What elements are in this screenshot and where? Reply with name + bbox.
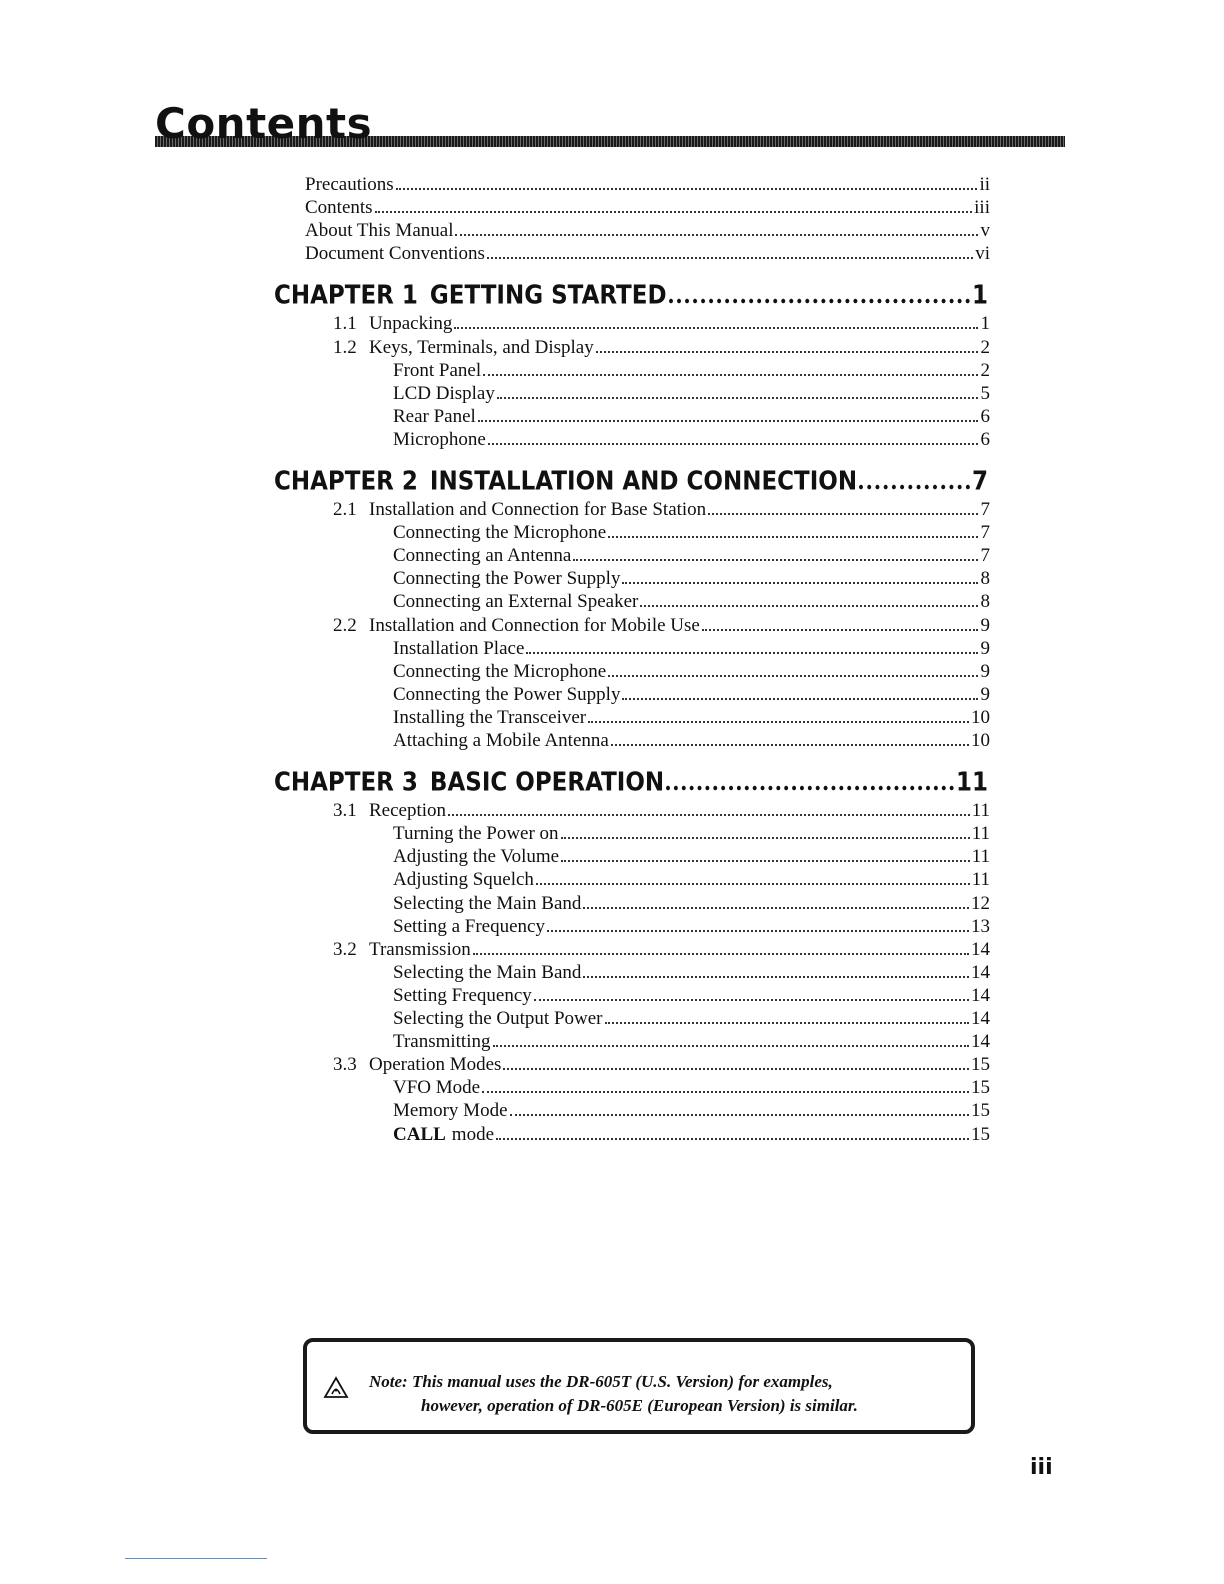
page-ref: 8 — [980, 591, 990, 613]
chapter-label: CHAPTER 1 — [274, 281, 418, 311]
dot-leader — [596, 337, 978, 352]
dot-leader — [448, 801, 970, 816]
page-ref: 13 — [971, 915, 990, 937]
entry-label: Keys, Terminals, and Display — [369, 336, 594, 358]
chapter-title: BASIC OPERATION — [429, 767, 665, 798]
toc-subsection-entry — [393, 1031, 990, 1053]
page-ref: 15 — [971, 1054, 990, 1076]
entry-label: Installation and Connection for Base Station — [369, 499, 707, 520]
page-ref: 7 — [971, 466, 988, 496]
entry-label: Attaching a Mobile Antenna — [393, 730, 609, 751]
dot-leader — [503, 1055, 969, 1070]
toc-section-entry — [333, 615, 990, 637]
entry-label: Connecting the Microphone — [393, 522, 607, 544]
entry-label: Unpacking — [369, 313, 453, 335]
entry-label: VFO Mode — [393, 1077, 481, 1099]
toc-subsection-entry — [393, 406, 990, 428]
toc-subsection-entry — [393, 383, 990, 405]
page-ref: 9 — [980, 660, 990, 682]
dot-leader — [708, 500, 978, 515]
dot-leader — [455, 221, 978, 236]
entry-label: Selecting the Main Band — [393, 892, 582, 914]
page-ref: 9 — [980, 614, 990, 636]
toc-subsection-entry — [393, 684, 990, 706]
entry-label: Installation and Connection for Mobile Use — [369, 614, 700, 636]
entry-label: Turning the Power on — [393, 823, 559, 845]
entry-label: Installing the Transceiver — [393, 706, 587, 728]
dot-leader — [859, 471, 970, 490]
toc-section-entry — [333, 939, 990, 961]
toc-chapter-heading — [274, 768, 988, 797]
page-ref: 15 — [971, 1123, 990, 1145]
page-ref: vi — [975, 243, 990, 265]
entry-label: Connecting the Power Supply — [393, 568, 621, 590]
toc-section-entry — [333, 800, 990, 822]
dot-leader — [482, 1078, 969, 1093]
section-number: 2.1 — [333, 499, 357, 520]
dot-leader — [666, 772, 954, 791]
toc-subsection-entry — [393, 1124, 990, 1146]
page-ref: 14 — [971, 961, 990, 983]
entry-label: LCD Display — [393, 382, 495, 404]
dot-leader — [573, 546, 978, 561]
entry-label: Connecting an External Speaker — [393, 591, 639, 613]
page-ref: iii — [974, 197, 990, 219]
dot-leader — [487, 244, 973, 259]
page-ref: 15 — [971, 1100, 990, 1122]
contents-header — [155, 100, 1065, 148]
dot-leader — [622, 685, 978, 700]
toc-subsection-entry — [393, 730, 990, 752]
note-line-1: This manual uses the DR-605T (U.S. Version) for examples, — [411, 1372, 833, 1391]
footer-rule — [125, 1558, 267, 1559]
dot-leader — [493, 1032, 970, 1047]
note-line-2: however, operation of DR-605E (European Version) is similar. — [421, 1396, 858, 1415]
dot-leader — [526, 638, 978, 653]
toc-front-entry — [305, 197, 990, 219]
dot-leader — [669, 285, 970, 304]
toc-subsection-entry — [393, 823, 990, 845]
page-ref: 10 — [971, 706, 990, 728]
entry-label: Memory Mode — [393, 1100, 508, 1122]
entry-label: Adjusting Squelch — [393, 869, 534, 891]
page-ref: v — [980, 220, 990, 242]
entry-label: Selecting the Output Power — [393, 1008, 603, 1029]
page-ref: 1 — [971, 281, 988, 311]
section-number: 3.1 — [333, 800, 357, 822]
dot-leader — [488, 430, 978, 445]
page-ref: ii — [979, 174, 990, 195]
toc-subsection-entry — [393, 869, 990, 891]
caution-icon — [323, 1376, 349, 1400]
dot-leader — [454, 314, 978, 329]
page-ref: 6 — [980, 428, 990, 450]
toc-section-entry — [333, 1054, 990, 1076]
entry-label: Rear Panel — [393, 405, 476, 427]
page-ref: 7 — [980, 545, 990, 567]
toc-subsection-entry — [393, 846, 990, 868]
page-ref: 7 — [980, 499, 990, 520]
entry-label: Operation Modes — [369, 1054, 502, 1076]
toc-front-entry — [305, 174, 990, 196]
dot-leader — [702, 615, 978, 630]
dot-leader — [510, 1101, 969, 1116]
toc-subsection-entry — [393, 916, 990, 938]
section-number: 1.1 — [333, 313, 357, 335]
entry-label: Precautions — [305, 174, 394, 195]
dot-leader — [496, 1124, 969, 1139]
toc-front-entry — [305, 243, 990, 265]
dot-leader — [483, 360, 978, 375]
entry-label: Reception — [369, 800, 447, 822]
entry-label: Adjusting the Volume — [393, 846, 560, 868]
entry-label: Transmission — [369, 938, 471, 960]
toc-subsection-entry — [393, 429, 990, 451]
page-ref: 12 — [971, 892, 990, 914]
note-box — [303, 1338, 975, 1434]
dot-leader — [608, 661, 978, 676]
dot-leader — [640, 592, 978, 607]
page-ref: 11 — [971, 823, 990, 845]
dot-leader — [561, 847, 970, 862]
toc-chapter-heading — [274, 467, 988, 496]
chapter-title: GETTING STARTED — [429, 281, 667, 311]
entry-label: About This Manual — [305, 220, 454, 242]
entry-label: Selecting the Main Band — [393, 961, 582, 983]
page-ref: 11 — [971, 869, 990, 891]
page-ref: 14 — [971, 1008, 990, 1029]
entry-label: Setting Frequency — [393, 984, 532, 1006]
dot-leader — [478, 407, 978, 422]
page-ref: 5 — [980, 382, 990, 404]
toc-front-entry — [305, 220, 990, 242]
section-number: 3.3 — [333, 1054, 357, 1076]
toc-subsection-entry — [393, 962, 990, 984]
entry-label-bold: CALL — [393, 1123, 446, 1145]
entry-label: Contents — [305, 197, 373, 219]
toc-subsection-entry — [393, 360, 990, 382]
toc-section-entry — [333, 499, 990, 521]
dot-leader — [583, 893, 969, 908]
page-ref: 9 — [980, 637, 990, 659]
dot-leader — [536, 870, 970, 885]
dot-leader — [473, 939, 969, 954]
toc-subsection-entry — [393, 1100, 990, 1122]
toc-section-entry — [333, 337, 990, 359]
entry-label: Connecting the Power Supply — [393, 683, 621, 705]
toc-subsection-entry — [393, 591, 990, 613]
page-ref: 1 — [980, 313, 990, 335]
chapter-label: CHAPTER 2 — [274, 466, 418, 496]
note-prefix: Note: — [369, 1372, 408, 1391]
entry-label: Setting a Frequency — [393, 915, 545, 937]
dot-leader — [622, 569, 978, 584]
section-number: 3.2 — [333, 938, 357, 960]
page-ref: 8 — [980, 568, 990, 590]
entry-label: Connecting an Antenna — [393, 545, 572, 567]
dot-leader — [588, 708, 969, 723]
page-ref: 7 — [980, 522, 990, 544]
toc-section-entry — [333, 313, 990, 335]
dot-leader — [547, 916, 969, 931]
page-ref: 14 — [971, 938, 990, 960]
section-number: 2.2 — [333, 614, 357, 636]
dot-leader — [608, 523, 978, 538]
dot-leader — [605, 1009, 970, 1024]
toc-subsection-entry — [393, 985, 990, 1007]
dot-leader — [534, 986, 969, 1001]
page-ref: 2 — [980, 359, 990, 381]
page-ref: 6 — [980, 405, 990, 427]
page-title: Contents — [155, 99, 373, 148]
page-ref: 11 — [955, 767, 988, 798]
toc-subsection-entry — [393, 1077, 990, 1099]
section-number: 1.2 — [333, 336, 357, 358]
page-ref: 11 — [971, 846, 990, 868]
toc-subsection-entry — [393, 638, 990, 660]
dot-leader — [611, 731, 969, 746]
chapter-label: CHAPTER 3 — [274, 767, 418, 798]
dot-leader — [375, 198, 973, 213]
chapter-title: INSTALLATION AND CONNECTION — [429, 466, 858, 496]
page-ref: 15 — [971, 1077, 990, 1099]
entry-label: Installation Place — [393, 637, 525, 659]
page-ref: 14 — [971, 984, 990, 1006]
entry-label: mode — [451, 1123, 495, 1145]
dot-leader — [396, 175, 978, 190]
page-ref: 9 — [980, 683, 990, 705]
entry-label: Transmitting — [393, 1031, 491, 1053]
page-ref: 10 — [971, 730, 990, 751]
entry-label: Microphone — [393, 428, 486, 450]
entry-label: Document Conventions — [305, 243, 485, 265]
dot-leader — [497, 383, 978, 398]
toc-chapter-heading — [274, 281, 988, 310]
entry-label: Connecting the Microphone — [393, 660, 607, 682]
toc-subsection-entry — [393, 1008, 990, 1030]
page-ref: 14 — [971, 1031, 990, 1053]
toc-subsection-entry — [393, 661, 990, 683]
dot-leader — [583, 963, 969, 978]
toc-subsection-entry — [393, 707, 990, 729]
page-ref: 2 — [980, 336, 990, 358]
toc-subsection-entry — [393, 522, 990, 544]
dot-leader — [561, 824, 970, 839]
page-number: iii — [1030, 1455, 1053, 1480]
toc-subsection-entry — [393, 545, 990, 567]
page-ref: 11 — [971, 800, 990, 822]
entry-label: Front Panel — [393, 359, 482, 381]
toc-subsection-entry — [393, 568, 990, 590]
toc-subsection-entry — [393, 893, 990, 915]
note-text — [369, 1370, 957, 1418]
